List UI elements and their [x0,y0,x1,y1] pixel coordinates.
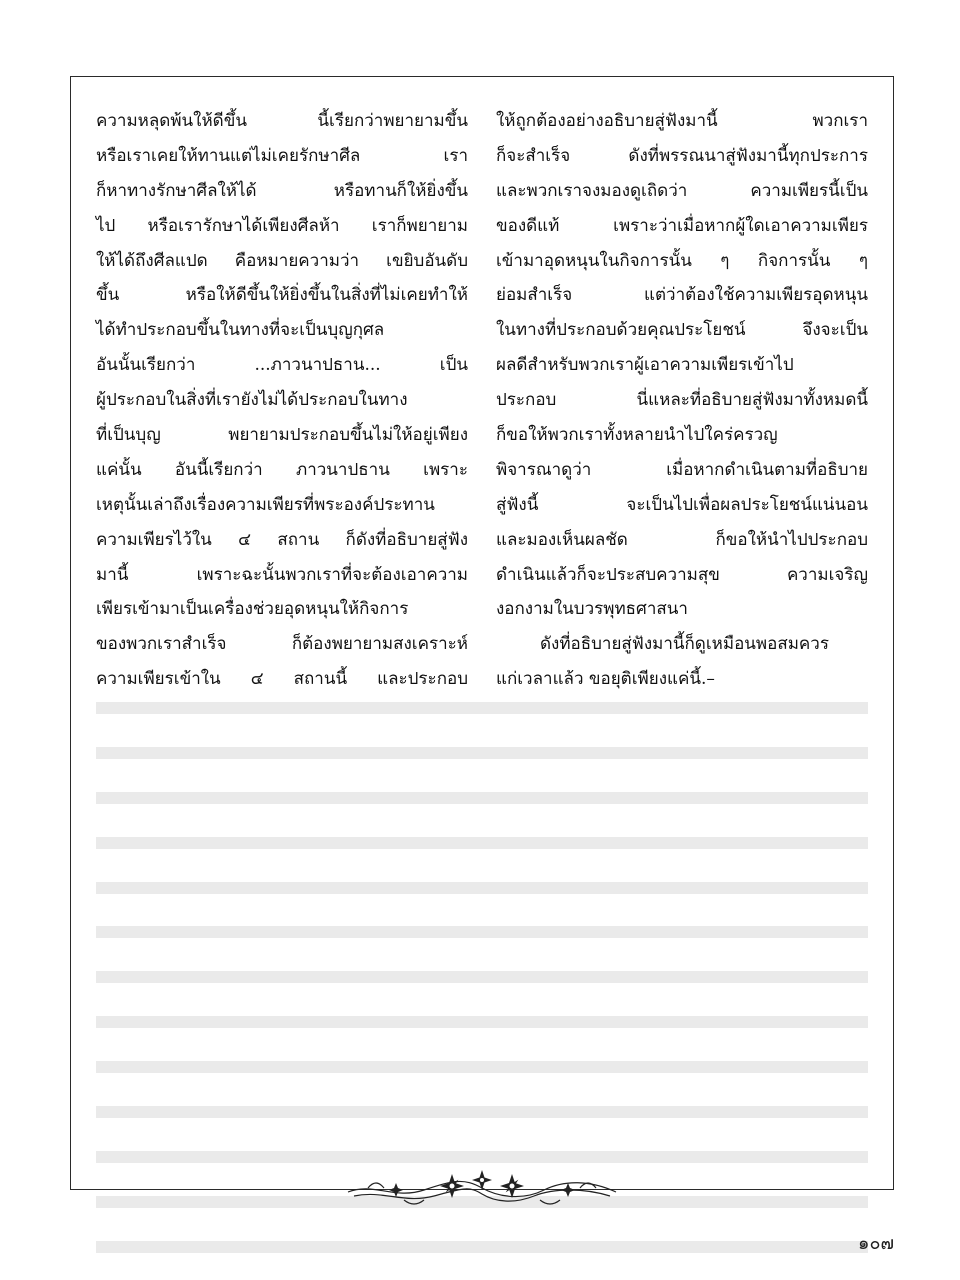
text-line: เพียรเข้ามาเป็นเครื่องช่วยอุดหนุนให้กิจการ [96,599,409,620]
text-line: ก็ขอให้พวกเราทั้งหลายนำไปใคร่ครวญ [496,425,778,446]
text-line: ของดีแท้ เพราะว่าเมื่อหากผู้ใดเอาความเพียร [496,215,868,236]
text-line: งอกงามในบวรพุทธศาสนา [496,599,688,620]
left-text-column [96,104,468,697]
text-line: ของพวกเราสำเร็จ ก็ต้องพยายามสงเคราะห์ [96,634,468,655]
text-line: สู่ฟังนี้ จะเป็นไปเพื่อผลประโยชน์แน่นอน [496,494,868,515]
text-line: แค่นั้น อันนี้เรียกว่า ภาวนาปธาน เพราะ [96,459,468,480]
text-line: แก่เวลาแล้ว ขอยุติเพียงแค่นี้.– [496,669,715,690]
text-line: ได้ทำประกอบขึ้นในทางที่จะเป็นบุญกุศล [96,320,385,341]
text-line: ดำเนินแล้วก็จะประสบความสุข ความเจริญ [496,564,868,585]
text-line: พิจารณาดูว่า เมื่อหากดำเนินตามที่อธิบาย [496,459,868,480]
text-line: และพวกเราจงมองดูเถิดว่า ความเพียรนี้เป็น [496,180,868,201]
text-line: เหตุนั้นเล่าถึงเรื่องความเพียรที่พระองค์ประทาน [96,494,435,515]
text-line: ให้ได้ถึงศีลแปด คือหมายความว่า เขยิบอันดับ [96,250,468,271]
text-line: ก็จะสำเร็จ ดังที่พรรณนาสู่ฟังมานี้ทุกประการ [496,145,868,166]
text-line: เข้ามาอุดหนุนในกิจการนั้น ๆ กิจการนั้น ๆ [496,250,868,271]
text-line: มานี้ เพราะฉะนั้นพวกเราที่จะต้องเอาความ [96,564,468,585]
text-line: หรือเราเคยให้ทานแต่ไม่เคยรักษาศีล เรา [96,145,468,166]
text-line: ย่อมสำเร็จ แต่ว่าต้องใช้ความเพียรอุดหนุน [496,285,868,306]
floral-ornament-icon [344,1160,620,1210]
text-line: ไป หรือเรารักษาได้เพียงศีลห้า เราก็พยายาม [96,215,468,236]
text-line: ผู้ประกอบในสิ่งที่เรายังไม่ได้ประกอบในทาง [96,390,408,411]
text-line: ประกอบ นี่แหละที่อธิบายสู่ฟังมาทั้งหมดนี้ [496,390,868,411]
page-number: ๑๐๗ [858,1233,894,1254]
text-line: ในทางที่ประกอบด้วยคุณประโยชน์ จึงจะเป็น [496,320,868,341]
right-text-column [496,104,868,697]
text-line: ผลดีสำหรับพวกเราผู้เอาความเพียรเข้าไป [496,355,794,376]
text-line: และมองเห็นผลชัด ก็ขอให้นำไปประกอบ [496,529,868,550]
text-line: ขึ้น หรือให้ดีขึ้นให้ยิ่งขึ้นในสิ่งที่ไม่เคยทำให้ [96,285,468,306]
text-line: ความเพียรไว้ใน ๔ สถาน ก็ดังที่อธิบายสู่ฟัง [96,529,468,550]
text-line: ให้ถูกต้องอย่างอธิบายสู่ฟังมานี้ พวกเรา [496,111,868,131]
text-line: อันนั้นเรียกว่า ...ภาวนาปธาน... เป็น [96,355,468,376]
text-line: ความหลุดพ้นให้ดีขึ้น นี้เรียกว่าพยายามขึ้น [96,111,468,131]
text-line: ความเพียรเข้าใน ๔ สถานนี้ และประกอบ [96,669,468,690]
text-line: ก็หาทางรักษาศีลให้ได้ หรือทานก็ให้ยิ่งขึ้น [96,180,468,201]
text-line: ดังที่อธิบายสู่ฟังมานี้ก็ดูเหมือนพอสมควร [540,634,829,655]
text-line: ที่เป็นบุญ พยายามประกอบขึ้นไม่ให้อยู่เพียง [96,425,468,446]
